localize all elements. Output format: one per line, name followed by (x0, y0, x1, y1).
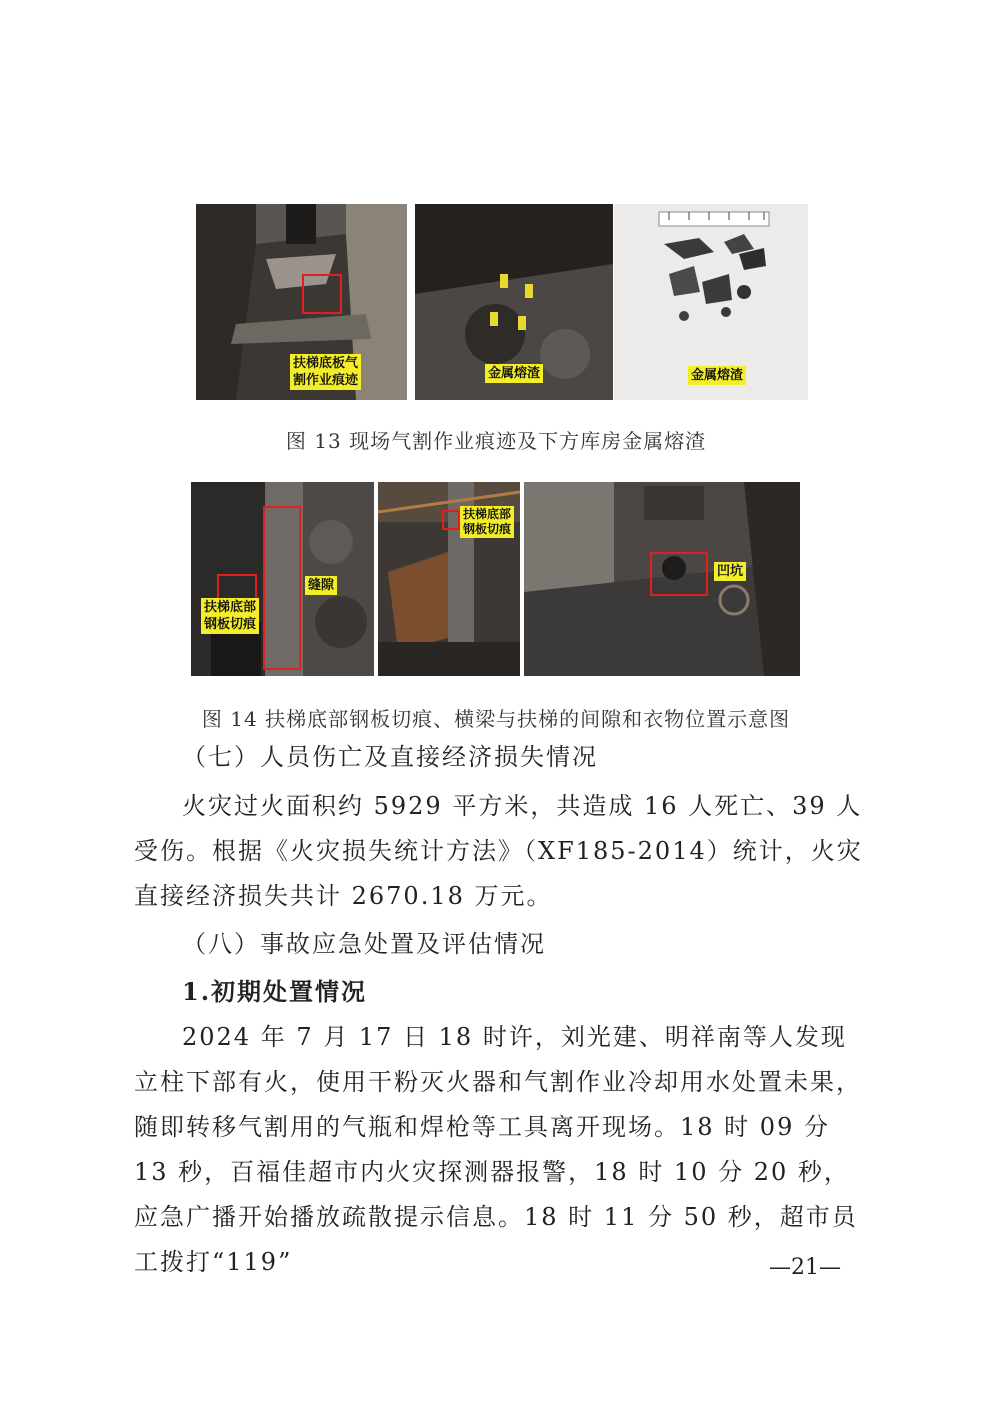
photo-label: 扶梯底部 钢板切痕 (460, 506, 514, 538)
steel-plate-cut-highlight-box (442, 510, 460, 530)
cutting-trace-highlight-box (302, 274, 342, 314)
figure13-photo-metal-slag-samples (614, 204, 808, 400)
figure13-caption: 图 13 现场气割作业痕迹及下方库房金属熔渣 (285, 429, 707, 453)
page-number: —21— (769, 1255, 841, 1280)
figure13-photo-metal-slag-site (415, 204, 613, 400)
pit-highlight-box (650, 552, 708, 596)
section8-body: 2024 年 7 月 17 日 18 时许，刘光建、明祥南等人发现立柱下部有火，使用干粉灭火器和气割作业冷却用水处置未果，随即转移气割用的气瓶和焊枪等工具离开现场。18 时 09 分 13 秒，百福佳超市内火灾探测器报警，18 时 10 分 20 秒，应急广播开始播放疏散提示信息。18 时 11 分 50 秒，超市员工拨打“119” (134, 1023, 862, 1276)
section8-heading: （八）事故应急处置及评估情况 (182, 930, 546, 958)
figure14-photo-escalator-cut-and-gap (191, 482, 374, 676)
section7-body: 火灾过火面积约 5929 平方米，共造成 16 人死亡、39 人受伤。根据《火灾损失统计方法》（XF185-2014）统计，火灾直接经济损失共计 2670.18 万元。 (134, 792, 863, 910)
figure14-photo-escalator-steel-plate (378, 482, 520, 676)
section8-subheading: 1.初期处置情况 (182, 977, 368, 1006)
photo-label: 金属熔渣 (485, 364, 543, 383)
photo-label: 凹坑 (714, 562, 746, 581)
photo-label: 扶梯底板气 割作业痕迹 (290, 354, 361, 390)
escalator-beam-highlight-box (263, 506, 301, 670)
photo-label: 扶梯底部 钢板切痕 (201, 598, 259, 634)
figure14-caption: 图 14 扶梯底部钢板切痕、横梁与扶梯的间隙和衣物位置示意图 (201, 707, 791, 731)
figure13-photo-gas-cutting-traces (196, 204, 407, 400)
photo-label: 缝隙 (305, 576, 337, 595)
photo-label: 金属熔渣 (688, 366, 746, 385)
figure14-photo-floor-pit (524, 482, 800, 676)
section7-heading: （七）人员伤亡及直接经济损失情况 (182, 743, 598, 771)
